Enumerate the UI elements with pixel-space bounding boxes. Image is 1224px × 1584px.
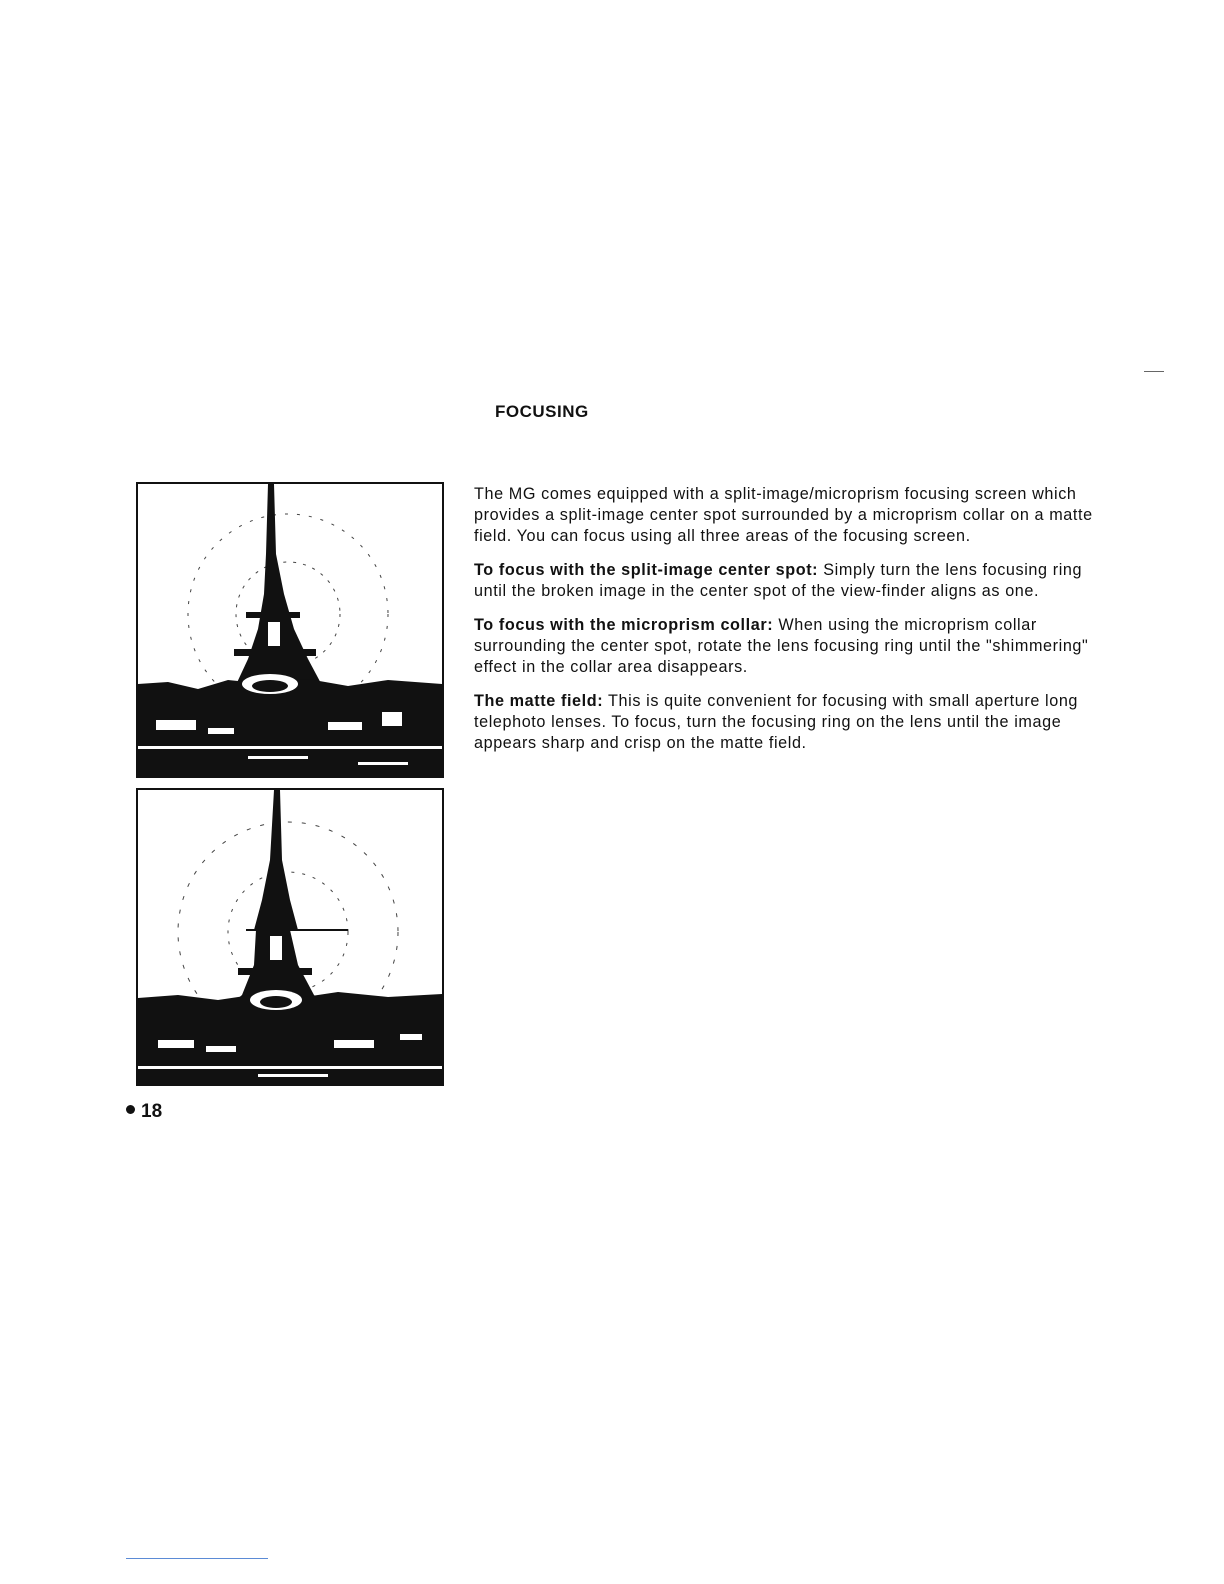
section-microprism (474, 615, 1114, 678)
section-title: To focus with the split-image center spot: (474, 561, 819, 579)
eiffel-tower-viewfinder-icon (138, 484, 442, 776)
viewfinder-illustration-split-image (136, 788, 444, 1086)
page-number (126, 1101, 162, 1123)
intro-paragraph: The MG comes equipped with a split-image/microprism focusing screen which provides a split-image center spot surrounded by a microprism collar on a matte field. You can focus using all three areas of the focusing screen. (474, 485, 1093, 545)
section-text: Simply turn the lens focusing ring until the broken image in the center spot of the view-finder aligns as one. (474, 561, 1083, 600)
bullet-icon (126, 1105, 135, 1114)
section-text: When using the microprism collar surrounding the center spot, rotate the lens focusing ring until the "shimmering" effect in the collar area disappears. (474, 616, 1089, 676)
page-title: FOCUSING (495, 402, 589, 421)
footer-rule (126, 1558, 268, 1559)
eiffel-tower-viewfinder-icon (138, 790, 442, 1084)
section-text: This is quite convenient for focusing with small aperture long telephoto lenses. To focus, turn the focusing ring on the lens until the image appears sharp and crisp on the matte field. (474, 692, 1079, 752)
section-title: To focus with the microprism collar: (474, 616, 774, 634)
corner-mark (1144, 371, 1164, 372)
section-title: The matte field: (474, 692, 604, 710)
section-split-image (474, 560, 1114, 602)
page-number-text: 18 (141, 1101, 163, 1122)
body-text (474, 484, 1114, 767)
section-matte-field (474, 691, 1114, 754)
viewfinder-illustration-focused (136, 482, 444, 778)
